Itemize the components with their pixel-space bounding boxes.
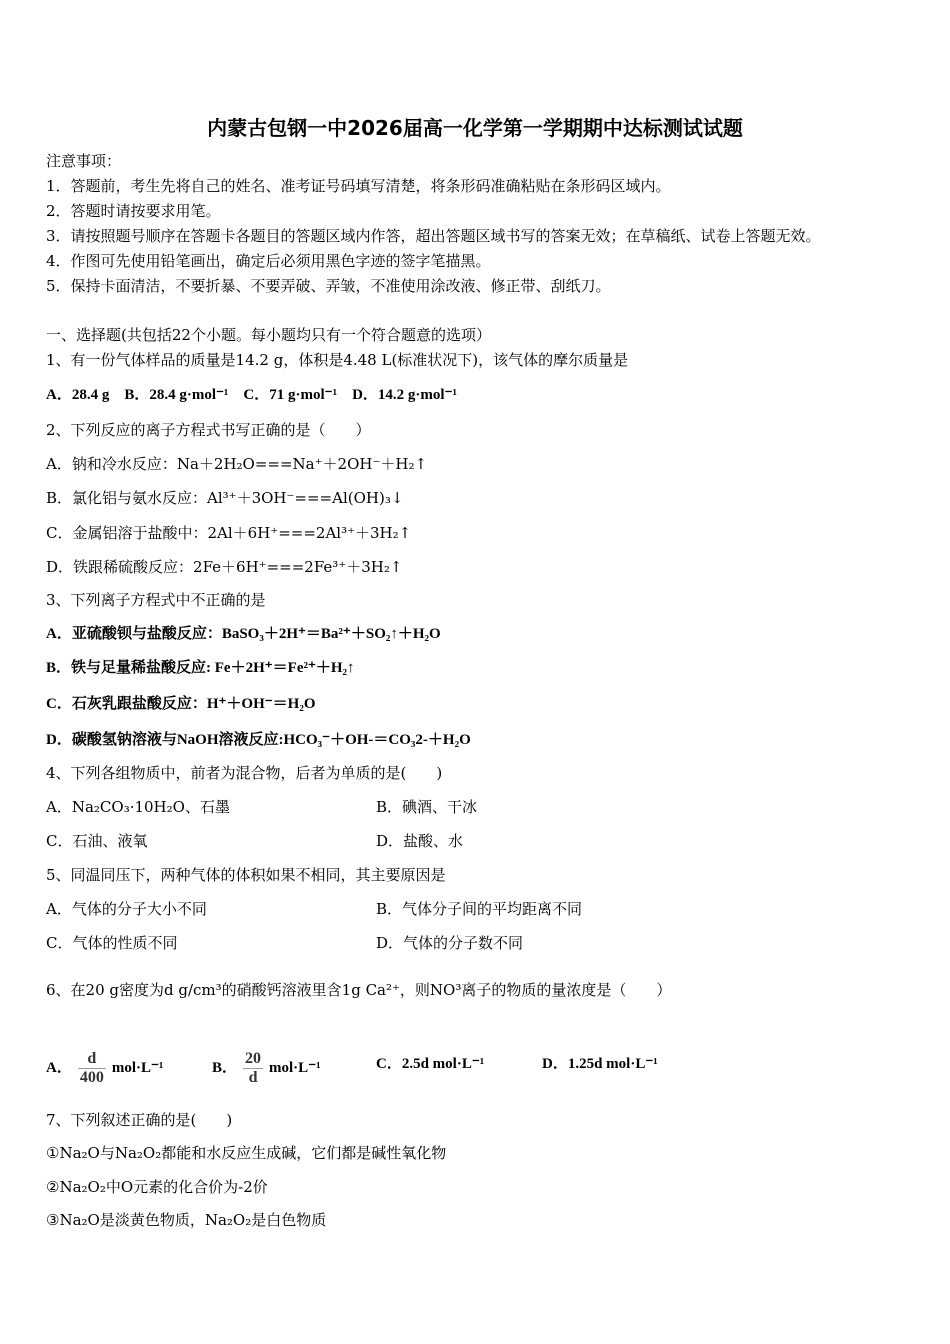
question-4-option: A．Na₂CO₃·10H₂O、石墨 bbox=[46, 798, 230, 816]
section-heading: 一、选择题(共包括22个小题。每小题均只有一个符合题意的选项） bbox=[46, 326, 491, 344]
option-label: B． bbox=[212, 1059, 238, 1076]
question-7-item: ③Na₂O是淡黄色物质，Na₂O₂是白色物质 bbox=[46, 1211, 327, 1229]
note-item: 5．保持卡面清洁，不要折暴、不要弄破、弄皱，不准使用涂改液、修正带、刮纸刀。 bbox=[46, 277, 611, 295]
question-4-option: D．盐酸、水 bbox=[376, 832, 464, 850]
question-3-option: C．石灰乳跟盐酸反应：H⁺＋OH⁻＝H₂O bbox=[46, 696, 316, 712]
question-7-item: ①Na₂O与Na₂O₂都能和水反应生成碱，它们都是碱性氧化物 bbox=[46, 1144, 447, 1162]
unit: mol·L⁻¹ bbox=[111, 1059, 164, 1076]
question-2-option: D．铁跟稀硫酸反应：2Fe＋6H⁺===2Fe³⁺＋3H₂↑ bbox=[46, 558, 403, 576]
question-3-option: A．亚硫酸钡与盐酸反应：BaSO₃＋2H⁺＝Ba²⁺＋SO₂↑＋H₂O bbox=[46, 626, 441, 642]
question-1-options: A．28.4 g B．28.4 g·mol⁻¹ C．71 g·mol⁻¹ D．14.2 g·mol⁻¹ bbox=[46, 387, 457, 403]
question-7-item: ②Na₂O₂中O元素的化合价为-2价 bbox=[46, 1178, 268, 1196]
question-6-option-a bbox=[46, 1050, 163, 1087]
numerator: 20 bbox=[245, 1050, 262, 1067]
question-7-stem: 7、下列叙述正确的是( ) bbox=[46, 1111, 233, 1129]
question-4-option: B．碘酒、干冰 bbox=[376, 798, 478, 816]
fraction bbox=[243, 1050, 263, 1087]
question-5-option: B．气体分子间的平均距离不同 bbox=[376, 900, 583, 918]
denominator: d bbox=[248, 1069, 258, 1086]
numerator: d bbox=[78, 1050, 106, 1069]
question-3-option: D．碳酸氢钠溶液与NaOH溶液反应:HCO₃⁻＋OH-＝CO₃2-＋H₂O bbox=[46, 732, 471, 748]
question-6-option-d: D．1.25d mol·L⁻¹ bbox=[542, 1056, 658, 1072]
question-2-option: A．钠和冷水反应：Na＋2H₂O===Na⁺＋2OH⁻＋H₂↑ bbox=[46, 455, 428, 473]
question-5-option: A．气体的分子大小不同 bbox=[46, 900, 207, 918]
question-2-stem: 2、下列反应的离子方程式书写正确的是（ ） bbox=[46, 421, 371, 439]
question-6-option-b bbox=[212, 1050, 321, 1087]
question-1-stem: 1、有一份气体样品的质量是14.2 g，体积是4.48 L(标准状况下)，该气体的摩尔质量是 bbox=[46, 351, 629, 369]
question-5-stem: 5、同温同压下，两种气体的体积如果不相同，其主要原因是 bbox=[46, 866, 446, 884]
fraction bbox=[78, 1050, 106, 1087]
denominator: 400 bbox=[79, 1069, 104, 1086]
unit: mol·L⁻¹ bbox=[269, 1059, 321, 1076]
option-label: A． bbox=[46, 1059, 72, 1076]
note-item: 4．作图可先使用铅笔画出，确定后必须用黑色字迹的签字笔描黑。 bbox=[46, 252, 491, 270]
question-3-stem: 3、下列离子方程式中不正确的是 bbox=[46, 591, 266, 609]
question-5-option: D．气体的分子数不同 bbox=[376, 934, 524, 952]
note-item: 2．答题时请按要求用笔。 bbox=[46, 202, 221, 220]
page-title: 内蒙古包钢一中2026届高一化学第一学期期中达标测试试题 bbox=[207, 116, 743, 140]
question-6-option-c: C．2.5d mol·L⁻¹ bbox=[376, 1056, 485, 1072]
question-2-option: C．金属铝溶于盐酸中：2Al＋6H⁺===2Al³⁺＋3H₂↑ bbox=[46, 524, 412, 542]
question-3-option: B．铁与足量稀盐酸反应: Fe＋2H⁺＝Fe²⁺＋H₂↑ bbox=[46, 660, 355, 676]
question-4-option: C．石油、液氧 bbox=[46, 832, 148, 850]
note-item: 1．答题前，考生先将自己的姓名、准考证号码填写清楚，将条形码准确粘贴在条形码区域内。 bbox=[46, 177, 671, 195]
question-2-option: B．氯化铝与氨水反应：Al³⁺＋3OH⁻===Al(OH)₃↓ bbox=[46, 489, 404, 507]
question-4-stem: 4、下列各组物质中，前者为混合物，后者为单质的是( ) bbox=[46, 764, 443, 782]
question-6-stem: 6、在20 g密度为d g/cm³的硝酸钙溶液里含1g Ca²⁺，则NO³离子的物质的量浓度是（ ） bbox=[46, 981, 672, 999]
notes-heading: 注意事项： bbox=[46, 152, 122, 170]
note-item: 3．请按照题号顺序在答题卡各题目的答题区域内作答，超出答题区域书写的答案无效；在草稿纸、试卷上答题无效。 bbox=[46, 227, 821, 245]
question-5-option: C．气体的性质不同 bbox=[46, 934, 178, 952]
